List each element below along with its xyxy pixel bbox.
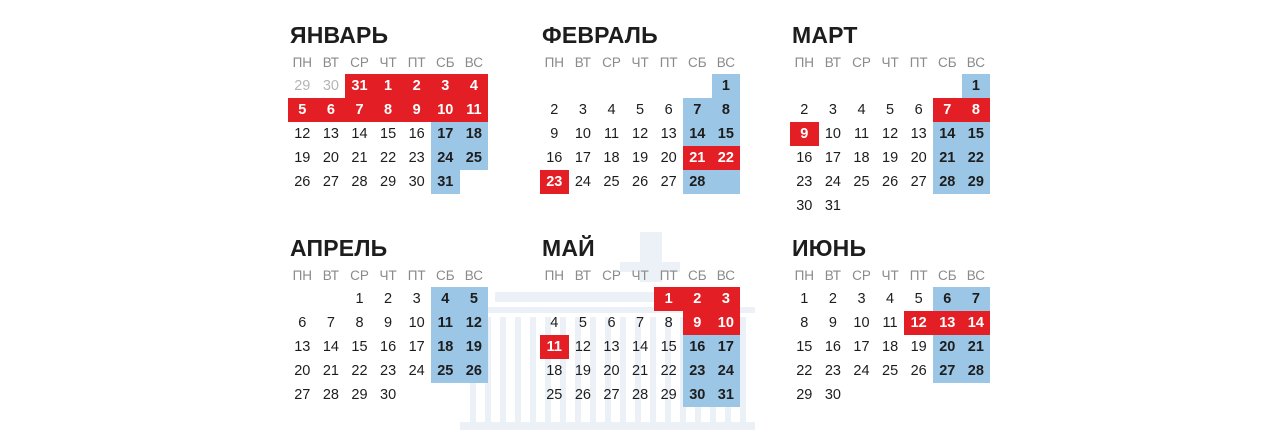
month-0 bbox=[288, 20, 488, 194]
day-cell-holiday: 8 bbox=[962, 98, 991, 122]
weekday-header: ЧТ bbox=[631, 268, 649, 283]
day-cell: 16 bbox=[824, 339, 841, 355]
day-cell: 4 bbox=[886, 291, 895, 307]
day-cell: 17 bbox=[824, 150, 841, 166]
day-cell: 22 bbox=[796, 363, 813, 379]
day-cell: 22 bbox=[380, 150, 397, 166]
day-cell-holiday: 1 bbox=[654, 287, 683, 311]
day-cell-weekend: 21 bbox=[962, 335, 991, 359]
day-cell-empty bbox=[933, 194, 962, 218]
month-grid bbox=[540, 263, 740, 407]
day-cell: 16 bbox=[380, 339, 397, 355]
weekday-header: ВС bbox=[464, 55, 484, 70]
month-title: ФЕВРАЛЬ bbox=[542, 22, 658, 48]
day-cell: 18 bbox=[882, 339, 899, 355]
day-cell-empty bbox=[847, 74, 876, 98]
day-cell: 10 bbox=[574, 126, 591, 142]
day-cell-weekend: 28 bbox=[962, 359, 991, 383]
day-cell-weekend: 31 bbox=[712, 383, 741, 407]
day-cell: 30 bbox=[796, 198, 813, 214]
day-cell-weekend: 25 bbox=[460, 146, 489, 170]
day-cell: 13 bbox=[322, 126, 339, 142]
day-cell: 2 bbox=[828, 291, 837, 307]
day-cell: 25 bbox=[546, 387, 563, 403]
day-cell: 4 bbox=[550, 315, 559, 331]
weekday-header: ВТ bbox=[322, 55, 340, 70]
day-cell-other-month: 30 bbox=[322, 78, 339, 94]
weekday-header: ВС bbox=[716, 268, 736, 283]
day-cell: 13 bbox=[910, 126, 927, 142]
day-cell: 15 bbox=[660, 339, 677, 355]
day-cell: 4 bbox=[857, 102, 866, 118]
day-cell-weekend: 15 bbox=[712, 122, 741, 146]
day-cell: 6 bbox=[914, 102, 923, 118]
day-cell-holiday: 3 bbox=[431, 74, 460, 98]
day-cell: 23 bbox=[824, 363, 841, 379]
day-cell: 28 bbox=[322, 387, 339, 403]
day-cell: 27 bbox=[294, 387, 311, 403]
day-cell-weekend: 31 bbox=[431, 170, 460, 194]
day-cell: 3 bbox=[578, 102, 587, 118]
day-cell-weekend: 30 bbox=[683, 383, 712, 407]
day-cell: 8 bbox=[664, 315, 673, 331]
month-title: ИЮНЬ bbox=[792, 235, 867, 261]
day-cell: 22 bbox=[351, 363, 368, 379]
day-cell: 26 bbox=[294, 174, 311, 190]
day-cell-empty bbox=[683, 74, 712, 98]
day-cell: 10 bbox=[853, 315, 870, 331]
day-cell-empty bbox=[569, 74, 598, 98]
day-cell: 15 bbox=[380, 126, 397, 142]
day-cell-empty bbox=[460, 170, 489, 194]
month-grid bbox=[288, 263, 488, 407]
day-cell: 10 bbox=[824, 126, 841, 142]
day-cell: 16 bbox=[546, 150, 563, 166]
month-title: ЯНВАРЬ bbox=[290, 22, 389, 48]
day-cell: 11 bbox=[853, 126, 870, 142]
day-cell: 9 bbox=[828, 315, 837, 331]
day-cell: 5 bbox=[636, 102, 645, 118]
month-1 bbox=[540, 20, 740, 194]
month-4 bbox=[540, 233, 740, 407]
day-cell: 26 bbox=[632, 174, 649, 190]
weekday-header: ЧТ bbox=[881, 268, 899, 283]
weekday-header: ВТ bbox=[824, 55, 842, 70]
day-cell-holiday: 9 bbox=[790, 122, 819, 146]
day-cell-empty bbox=[962, 383, 991, 407]
day-cell-holiday: 12 bbox=[904, 311, 933, 335]
day-cell-empty bbox=[597, 287, 626, 311]
day-cell-weekend: 18 bbox=[431, 335, 460, 359]
day-cell: 14 bbox=[322, 339, 339, 355]
day-cell-empty bbox=[654, 74, 683, 98]
day-cell: 9 bbox=[384, 315, 393, 331]
day-cell: 17 bbox=[853, 339, 870, 355]
day-cell: 18 bbox=[853, 150, 870, 166]
day-cell: 27 bbox=[910, 174, 927, 190]
day-cell: 13 bbox=[294, 339, 311, 355]
day-cell-empty bbox=[933, 74, 962, 98]
day-cell: 29 bbox=[380, 174, 397, 190]
day-cell: 29 bbox=[660, 387, 677, 403]
day-cell: 30 bbox=[408, 174, 425, 190]
day-cell: 12 bbox=[632, 126, 649, 142]
day-cell: 7 bbox=[326, 315, 335, 331]
day-cell: 12 bbox=[574, 339, 591, 355]
month-grid bbox=[288, 50, 488, 194]
weekday-header: СР bbox=[602, 268, 621, 283]
weekday-header: ЧТ bbox=[379, 55, 397, 70]
weekday-header: ПТ bbox=[909, 55, 928, 70]
day-cell-empty bbox=[540, 74, 569, 98]
day-cell: 18 bbox=[603, 150, 620, 166]
day-cell-weekend: 18 bbox=[460, 122, 489, 146]
day-cell-empty bbox=[819, 74, 848, 98]
weekday-header: ВС bbox=[716, 55, 736, 70]
day-cell: 3 bbox=[412, 291, 421, 307]
day-cell: 24 bbox=[853, 363, 870, 379]
day-cell-weekend: 7 bbox=[683, 98, 712, 122]
weekday-header: ЧТ bbox=[379, 268, 397, 283]
weekday-header: СБ bbox=[937, 55, 957, 70]
day-cell-empty bbox=[460, 383, 489, 407]
weekday-header: ПТ bbox=[909, 268, 928, 283]
day-cell-holiday: 14 bbox=[962, 311, 991, 335]
weekday-header: СР bbox=[350, 55, 369, 70]
day-cell-weekend: 11 bbox=[431, 311, 460, 335]
day-cell: 5 bbox=[914, 291, 923, 307]
day-cell-holiday: 9 bbox=[402, 98, 431, 122]
day-cell: 25 bbox=[882, 363, 899, 379]
day-cell: 5 bbox=[578, 315, 587, 331]
weekday-header: ПН bbox=[544, 55, 565, 70]
day-cell: 1 bbox=[800, 291, 809, 307]
day-cell: 19 bbox=[882, 150, 899, 166]
day-cell-weekend: 25 bbox=[431, 359, 460, 383]
day-cell: 27 bbox=[322, 174, 339, 190]
day-cell-holiday: 31 bbox=[345, 74, 374, 98]
day-cell: 2 bbox=[384, 291, 393, 307]
day-cell: 4 bbox=[607, 102, 616, 118]
day-cell-weekend: 22 bbox=[962, 146, 991, 170]
day-cell-empty bbox=[904, 383, 933, 407]
weekday-header: ПТ bbox=[659, 55, 678, 70]
day-cell-weekend: 17 bbox=[431, 122, 460, 146]
weekday-header: СР bbox=[852, 55, 871, 70]
weekday-header: СБ bbox=[937, 268, 957, 283]
day-cell: 20 bbox=[322, 150, 339, 166]
day-cell: 19 bbox=[294, 150, 311, 166]
day-cell-holiday: 11 bbox=[460, 98, 489, 122]
day-cell-empty bbox=[933, 383, 962, 407]
day-cell: 27 bbox=[603, 387, 620, 403]
weekday-header: СБ bbox=[435, 268, 455, 283]
month-3 bbox=[288, 233, 488, 407]
day-cell-empty bbox=[540, 287, 569, 311]
weekday-header: ПН bbox=[544, 268, 565, 283]
day-cell-empty bbox=[597, 74, 626, 98]
day-cell: 20 bbox=[294, 363, 311, 379]
day-cell-holiday: 21 bbox=[683, 146, 712, 170]
day-cell-weekend: 28 bbox=[933, 170, 962, 194]
day-cell: 19 bbox=[574, 363, 591, 379]
day-cell-holiday: 7 bbox=[345, 98, 374, 122]
day-cell: 20 bbox=[910, 150, 927, 166]
day-cell: 6 bbox=[607, 315, 616, 331]
weekday-header: ЧТ bbox=[881, 55, 899, 70]
day-cell: 19 bbox=[910, 339, 927, 355]
day-cell-holiday: 23 bbox=[540, 170, 569, 194]
day-cell-empty bbox=[876, 74, 905, 98]
day-cell: 9 bbox=[550, 126, 559, 142]
day-cell: 17 bbox=[408, 339, 425, 355]
day-cell: 24 bbox=[408, 363, 425, 379]
day-cell-weekend: 17 bbox=[712, 335, 741, 359]
day-cell-holiday: 11 bbox=[540, 335, 569, 359]
day-cell-weekend: 6 bbox=[933, 287, 962, 311]
day-cell: 15 bbox=[351, 339, 368, 355]
day-cell-holiday: 2 bbox=[402, 74, 431, 98]
day-cell-weekend: 4 bbox=[431, 287, 460, 311]
weekday-header: ВТ bbox=[574, 268, 592, 283]
day-cell: 26 bbox=[574, 387, 591, 403]
month-title: МАРТ bbox=[792, 22, 858, 48]
weekday-header: ВС bbox=[966, 55, 986, 70]
day-cell: 27 bbox=[660, 174, 677, 190]
day-cell: 30 bbox=[824, 387, 841, 403]
day-cell-empty bbox=[626, 74, 655, 98]
day-cell-empty bbox=[431, 383, 460, 407]
day-cell-empty bbox=[317, 287, 346, 311]
day-cell-empty bbox=[847, 194, 876, 218]
day-cell-holiday: 10 bbox=[712, 311, 741, 335]
day-cell: 22 bbox=[660, 363, 677, 379]
day-cell: 26 bbox=[910, 363, 927, 379]
day-cell: 31 bbox=[824, 198, 841, 214]
day-cell-weekend: 16 bbox=[683, 335, 712, 359]
day-cell-weekend: 21 bbox=[933, 146, 962, 170]
day-cell: 13 bbox=[603, 339, 620, 355]
day-cell-empty bbox=[876, 194, 905, 218]
weekday-header: ВТ bbox=[824, 268, 842, 283]
day-cell-weekend: 19 bbox=[460, 335, 489, 359]
day-cell-holiday: 6 bbox=[317, 98, 346, 122]
month-grid bbox=[790, 50, 990, 218]
day-cell-empty bbox=[712, 170, 741, 194]
day-cell: 21 bbox=[351, 150, 368, 166]
day-cell: 20 bbox=[660, 150, 677, 166]
day-cell-weekend: 24 bbox=[431, 146, 460, 170]
day-cell-holiday: 9 bbox=[683, 311, 712, 335]
weekday-header: ВС bbox=[464, 268, 484, 283]
day-cell-empty bbox=[402, 383, 431, 407]
weekday-header: СБ bbox=[687, 55, 707, 70]
day-cell: 11 bbox=[603, 126, 620, 142]
day-cell-empty bbox=[790, 74, 819, 98]
day-cell: 18 bbox=[546, 363, 563, 379]
day-cell: 26 bbox=[882, 174, 899, 190]
day-cell-empty bbox=[847, 383, 876, 407]
weekday-header: ПТ bbox=[407, 55, 426, 70]
day-cell-empty bbox=[288, 287, 317, 311]
month-title: МАЙ bbox=[542, 235, 595, 261]
day-cell: 14 bbox=[632, 339, 649, 355]
weekday-header: ПТ bbox=[659, 268, 678, 283]
day-cell-weekend: 26 bbox=[460, 359, 489, 383]
day-cell: 1 bbox=[355, 291, 364, 307]
day-cell: 21 bbox=[632, 363, 649, 379]
day-cell-holiday: 5 bbox=[288, 98, 317, 122]
day-cell-holiday: 1 bbox=[374, 74, 403, 98]
day-cell: 28 bbox=[632, 387, 649, 403]
weekday-header: СР bbox=[350, 268, 369, 283]
weekday-header: СБ bbox=[687, 268, 707, 283]
day-cell-weekend: 15 bbox=[962, 122, 991, 146]
weekday-header: ПН bbox=[292, 268, 313, 283]
weekday-header: ПН bbox=[794, 268, 815, 283]
day-cell-weekend: 28 bbox=[683, 170, 712, 194]
day-cell: 24 bbox=[574, 174, 591, 190]
weekday-header: ВС bbox=[966, 268, 986, 283]
day-cell: 25 bbox=[603, 174, 620, 190]
day-cell-weekend: 5 bbox=[460, 287, 489, 311]
day-cell-empty bbox=[904, 194, 933, 218]
month-grid bbox=[790, 263, 990, 407]
weekday-header: ВТ bbox=[574, 55, 592, 70]
day-cell: 10 bbox=[408, 315, 425, 331]
day-cell-weekend: 14 bbox=[683, 122, 712, 146]
day-cell-weekend: 8 bbox=[712, 98, 741, 122]
day-cell: 24 bbox=[824, 174, 841, 190]
weekday-header: ПН bbox=[794, 55, 815, 70]
day-cell: 17 bbox=[574, 150, 591, 166]
day-cell-weekend: 20 bbox=[933, 335, 962, 359]
weekday-header: СБ bbox=[435, 55, 455, 70]
day-cell: 12 bbox=[882, 126, 899, 142]
day-cell-holiday: 4 bbox=[460, 74, 489, 98]
day-cell: 28 bbox=[351, 174, 368, 190]
day-cell: 12 bbox=[294, 126, 311, 142]
day-cell-other-month: 29 bbox=[294, 78, 311, 94]
day-cell: 6 bbox=[664, 102, 673, 118]
day-cell: 29 bbox=[796, 387, 813, 403]
day-cell: 21 bbox=[322, 363, 339, 379]
day-cell: 23 bbox=[796, 174, 813, 190]
weekday-header: ПТ bbox=[407, 268, 426, 283]
weekday-header: СР bbox=[852, 268, 871, 283]
day-cell-weekend: 23 bbox=[683, 359, 712, 383]
day-cell-weekend: 1 bbox=[712, 74, 741, 98]
day-cell-weekend: 12 bbox=[460, 311, 489, 335]
day-cell: 15 bbox=[796, 339, 813, 355]
day-cell: 6 bbox=[298, 315, 307, 331]
day-cell-holiday: 3 bbox=[712, 287, 741, 311]
month-title: АПРЕЛЬ bbox=[290, 235, 388, 261]
day-cell-empty bbox=[626, 287, 655, 311]
day-cell: 14 bbox=[351, 126, 368, 142]
day-cell: 20 bbox=[603, 363, 620, 379]
day-cell-holiday: 8 bbox=[374, 98, 403, 122]
day-cell-empty bbox=[569, 287, 598, 311]
day-cell: 8 bbox=[800, 315, 809, 331]
day-cell-weekend: 24 bbox=[712, 359, 741, 383]
day-cell-holiday: 22 bbox=[712, 146, 741, 170]
day-cell: 16 bbox=[796, 150, 813, 166]
day-cell-weekend: 1 bbox=[962, 74, 991, 98]
month-grid bbox=[540, 50, 740, 194]
day-cell-holiday: 7 bbox=[933, 98, 962, 122]
day-cell: 7 bbox=[636, 315, 645, 331]
day-cell: 23 bbox=[408, 150, 425, 166]
day-cell: 25 bbox=[853, 174, 870, 190]
day-cell: 11 bbox=[882, 315, 898, 331]
day-cell-holiday: 13 bbox=[933, 311, 962, 335]
day-cell-holiday: 10 bbox=[431, 98, 460, 122]
day-cell-empty bbox=[904, 74, 933, 98]
day-cell: 13 bbox=[660, 126, 677, 142]
weekday-header: ЧТ bbox=[631, 55, 649, 70]
month-2 bbox=[790, 20, 990, 218]
day-cell: 3 bbox=[828, 102, 837, 118]
day-cell-holiday: 2 bbox=[683, 287, 712, 311]
day-cell-weekend: 7 bbox=[962, 287, 991, 311]
day-cell-weekend: 27 bbox=[933, 359, 962, 383]
day-cell-weekend: 14 bbox=[933, 122, 962, 146]
day-cell: 2 bbox=[550, 102, 559, 118]
day-cell: 19 bbox=[632, 150, 649, 166]
day-cell: 5 bbox=[886, 102, 895, 118]
day-cell: 2 bbox=[800, 102, 809, 118]
weekday-header: ВТ bbox=[322, 268, 340, 283]
day-cell-empty bbox=[876, 383, 905, 407]
day-cell-weekend: 29 bbox=[962, 170, 991, 194]
day-cell: 29 bbox=[351, 387, 368, 403]
day-cell: 16 bbox=[408, 126, 425, 142]
weekday-header: ПН bbox=[292, 55, 313, 70]
month-5 bbox=[790, 233, 990, 407]
weekday-header: СР bbox=[602, 55, 621, 70]
day-cell: 8 bbox=[355, 315, 364, 331]
day-cell: 23 bbox=[380, 363, 397, 379]
day-cell-empty bbox=[962, 194, 991, 218]
day-cell: 3 bbox=[857, 291, 866, 307]
day-cell: 30 bbox=[380, 387, 397, 403]
